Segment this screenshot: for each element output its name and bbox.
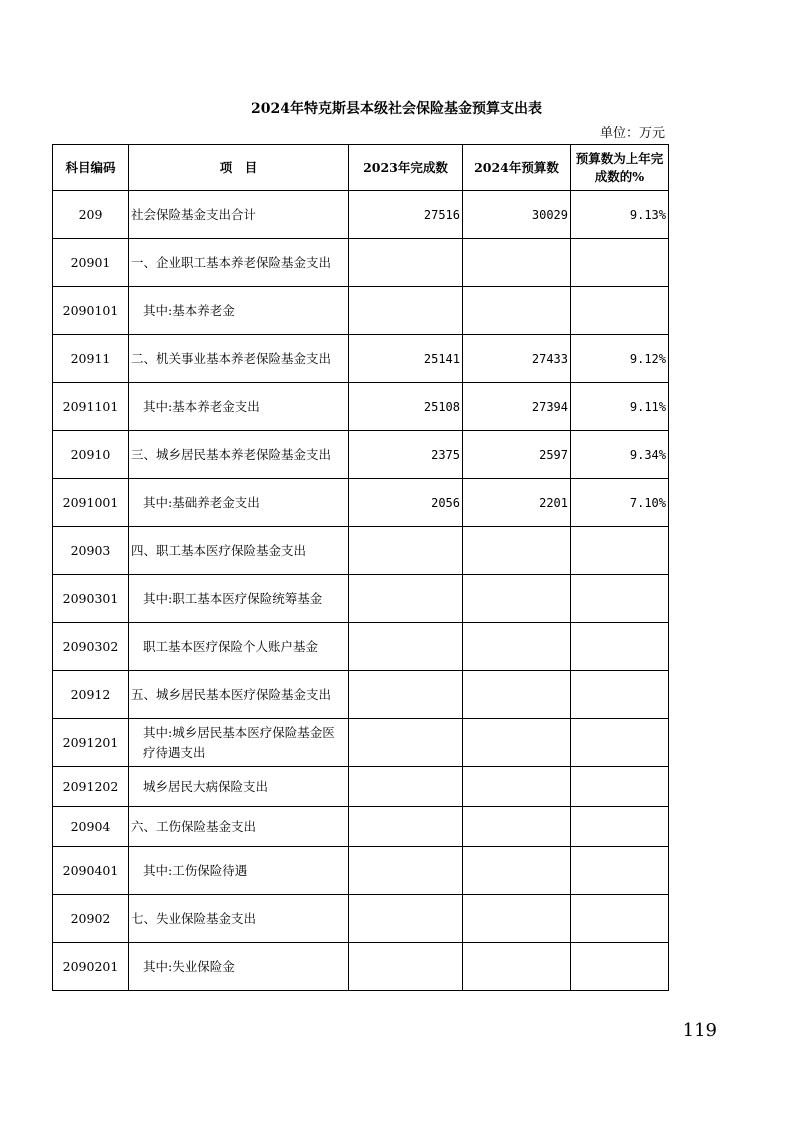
row-code: 2090302	[53, 623, 129, 671]
row-code: 2091201	[53, 719, 129, 767]
row-ratio	[571, 767, 669, 807]
row-name: 其中:城乡居民基本医疗保险基金医疗待遇支出	[129, 719, 349, 767]
row-name: 其中:基本养老金	[129, 287, 349, 335]
row-budget-2024	[463, 239, 571, 287]
row-ratio	[571, 847, 669, 895]
row-ratio: 9.12%	[571, 335, 669, 383]
table-row	[53, 239, 669, 287]
row-name: 三、城乡居民基本养老保险基金支出	[129, 431, 349, 479]
table-row	[53, 943, 669, 991]
row-code: 2090301	[53, 575, 129, 623]
row-ratio	[571, 527, 669, 575]
row-budget-2024: 30029	[463, 191, 571, 239]
row-name: 其中:基础养老金支出	[129, 479, 349, 527]
header-name: 项 目	[129, 145, 349, 191]
row-budget-2024	[463, 623, 571, 671]
row-budget-2024	[463, 807, 571, 847]
row-name: 四、职工基本医疗保险基金支出	[129, 527, 349, 575]
row-code: 20904	[53, 807, 129, 847]
row-code: 209	[53, 191, 129, 239]
row-budget-2024	[463, 671, 571, 719]
row-name: 其中:基本养老金支出	[129, 383, 349, 431]
row-completed-2023: 25141	[349, 335, 463, 383]
row-completed-2023	[349, 287, 463, 335]
row-budget-2024: 2201	[463, 479, 571, 527]
row-code: 20910	[53, 431, 129, 479]
row-name: 城乡居民大病保险支出	[129, 767, 349, 807]
row-completed-2023	[349, 807, 463, 847]
document-title: 2024年特克斯县本级社会保险基金预算支出表	[251, 101, 542, 117]
row-completed-2023: 25108	[349, 383, 463, 431]
row-ratio: 9.11%	[571, 383, 669, 431]
row-budget-2024	[463, 943, 571, 991]
row-completed-2023	[349, 895, 463, 943]
row-code: 20903	[53, 527, 129, 575]
header-completed-2023: 2023年完成数	[349, 145, 463, 191]
row-name: 其中:失业保险金	[129, 943, 349, 991]
table-row	[53, 191, 669, 239]
row-name: 社会保险基金支出合计	[129, 191, 349, 239]
unit-label: 单位：万元	[599, 126, 665, 141]
table-row	[53, 431, 669, 479]
row-completed-2023	[349, 623, 463, 671]
row-budget-2024	[463, 895, 571, 943]
header-code: 科目编码	[53, 145, 129, 191]
table-row	[53, 479, 669, 527]
budget-table	[52, 144, 669, 991]
table-row	[53, 527, 669, 575]
row-ratio	[571, 671, 669, 719]
row-budget-2024	[463, 527, 571, 575]
row-code: 2091101	[53, 383, 129, 431]
row-budget-2024: 27433	[463, 335, 571, 383]
row-completed-2023	[349, 767, 463, 807]
row-name: 六、工伤保险基金支出	[129, 807, 349, 847]
row-name: 七、失业保险基金支出	[129, 895, 349, 943]
row-budget-2024	[463, 847, 571, 895]
row-completed-2023: 27516	[349, 191, 463, 239]
row-code: 20911	[53, 335, 129, 383]
row-code: 2090401	[53, 847, 129, 895]
table-row	[53, 623, 669, 671]
row-ratio	[571, 807, 669, 847]
row-code: 2090101	[53, 287, 129, 335]
table-header-row	[53, 145, 669, 191]
row-completed-2023	[349, 239, 463, 287]
table-row	[53, 767, 669, 807]
row-budget-2024: 27394	[463, 383, 571, 431]
row-ratio: 9.13%	[571, 191, 669, 239]
row-ratio	[571, 575, 669, 623]
row-completed-2023	[349, 943, 463, 991]
table-row	[53, 895, 669, 943]
table-row	[53, 335, 669, 383]
row-budget-2024	[463, 575, 571, 623]
row-name: 五、城乡居民基本医疗保险基金支出	[129, 671, 349, 719]
row-ratio	[571, 943, 669, 991]
row-ratio	[571, 719, 669, 767]
row-code: 20912	[53, 671, 129, 719]
row-ratio	[571, 287, 669, 335]
table-row	[53, 719, 669, 767]
table-row	[53, 671, 669, 719]
row-code: 20901	[53, 239, 129, 287]
row-ratio: 7.10%	[571, 479, 669, 527]
row-code: 20902	[53, 895, 129, 943]
row-budget-2024	[463, 767, 571, 807]
row-completed-2023	[349, 527, 463, 575]
header-budget-2024: 2024年预算数	[463, 145, 571, 191]
row-name: 二、机关事业基本养老保险基金支出	[129, 335, 349, 383]
row-completed-2023	[349, 671, 463, 719]
row-completed-2023	[349, 719, 463, 767]
page-number: 119	[682, 1020, 717, 1041]
row-code: 2091001	[53, 479, 129, 527]
row-completed-2023: 2375	[349, 431, 463, 479]
table-row	[53, 575, 669, 623]
row-name: 一、企业职工基本养老保险基金支出	[129, 239, 349, 287]
table-row	[53, 847, 669, 895]
table-row	[53, 383, 669, 431]
row-code: 2090201	[53, 943, 129, 991]
row-code: 2091202	[53, 767, 129, 807]
row-budget-2024: 2597	[463, 431, 571, 479]
row-name: 其中:工伤保险待遇	[129, 847, 349, 895]
row-completed-2023	[349, 847, 463, 895]
row-completed-2023	[349, 575, 463, 623]
row-ratio: 9.34%	[571, 431, 669, 479]
row-name: 职工基本医疗保险个人账户基金	[129, 623, 349, 671]
row-budget-2024	[463, 719, 571, 767]
row-budget-2024	[463, 287, 571, 335]
row-ratio	[571, 239, 669, 287]
row-ratio	[571, 623, 669, 671]
row-name: 其中:职工基本医疗保险统筹基金	[129, 575, 349, 623]
row-completed-2023: 2056	[349, 479, 463, 527]
row-ratio	[571, 895, 669, 943]
table-row	[53, 807, 669, 847]
table-row	[53, 287, 669, 335]
header-ratio: 预算数为上年完成数的%	[571, 145, 669, 191]
